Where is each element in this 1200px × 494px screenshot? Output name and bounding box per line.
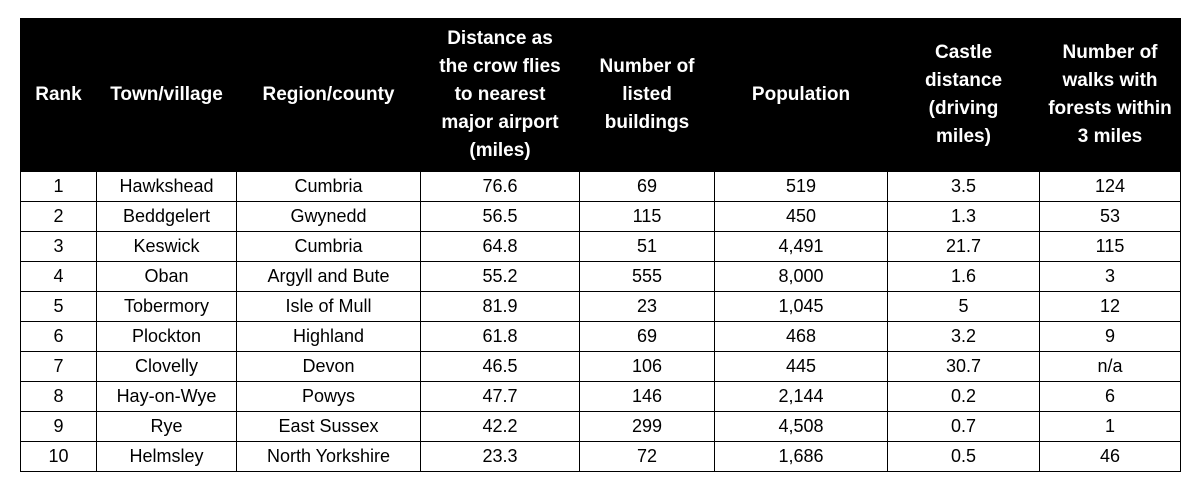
cell-population: 2,144 bbox=[715, 382, 888, 412]
towns-ranking-table bbox=[20, 18, 1181, 472]
cell-listed-buildings: 555 bbox=[580, 262, 715, 292]
cell-town: Keswick bbox=[97, 232, 237, 262]
cell-population: 519 bbox=[715, 172, 888, 202]
cell-town: Oban bbox=[97, 262, 237, 292]
cell-town: Plockton bbox=[97, 322, 237, 352]
cell-airport-distance: 23.3 bbox=[421, 442, 580, 472]
cell-castle-distance: 0.7 bbox=[888, 412, 1040, 442]
cell-region: North Yorkshire bbox=[237, 442, 421, 472]
header-row bbox=[21, 19, 1181, 172]
cell-town: Hay-on-Wye bbox=[97, 382, 237, 412]
cell-rank: 5 bbox=[21, 292, 97, 322]
cell-castle-distance: 30.7 bbox=[888, 352, 1040, 382]
table-row bbox=[21, 352, 1181, 382]
table-row bbox=[21, 232, 1181, 262]
cell-castle-distance: 3.5 bbox=[888, 172, 1040, 202]
cell-region: Gwynedd bbox=[237, 202, 421, 232]
cell-rank: 3 bbox=[21, 232, 97, 262]
cell-castle-distance: 1.6 bbox=[888, 262, 1040, 292]
cell-population: 1,045 bbox=[715, 292, 888, 322]
cell-listed-buildings: 23 bbox=[580, 292, 715, 322]
cell-region: Devon bbox=[237, 352, 421, 382]
cell-region: Isle of Mull bbox=[237, 292, 421, 322]
cell-castle-distance: 5 bbox=[888, 292, 1040, 322]
cell-population: 1,686 bbox=[715, 442, 888, 472]
cell-castle-distance: 0.2 bbox=[888, 382, 1040, 412]
header-population: Population bbox=[715, 19, 888, 172]
cell-rank: 4 bbox=[21, 262, 97, 292]
cell-town: Clovelly bbox=[97, 352, 237, 382]
header-airport-distance: Distance as the crow flies to nearest major airport (miles) bbox=[421, 19, 580, 172]
cell-forest-walks: 46 bbox=[1040, 442, 1181, 472]
cell-region: Highland bbox=[237, 322, 421, 352]
header-listed-buildings: Number of listed buildings bbox=[580, 19, 715, 172]
cell-forest-walks: 53 bbox=[1040, 202, 1181, 232]
cell-listed-buildings: 69 bbox=[580, 172, 715, 202]
cell-listed-buildings: 72 bbox=[580, 442, 715, 472]
cell-forest-walks: 124 bbox=[1040, 172, 1181, 202]
cell-population: 450 bbox=[715, 202, 888, 232]
cell-region: Cumbria bbox=[237, 172, 421, 202]
header-castle-distance: Castle distance (driving miles) bbox=[888, 19, 1040, 172]
cell-region: East Sussex bbox=[237, 412, 421, 442]
cell-town: Tobermory bbox=[97, 292, 237, 322]
table-row bbox=[21, 322, 1181, 352]
cell-population: 4,508 bbox=[715, 412, 888, 442]
cell-town: Helmsley bbox=[97, 442, 237, 472]
cell-rank: 2 bbox=[21, 202, 97, 232]
cell-population: 8,000 bbox=[715, 262, 888, 292]
cell-rank: 10 bbox=[21, 442, 97, 472]
cell-forest-walks: 1 bbox=[1040, 412, 1181, 442]
header-town-village: Town/village bbox=[97, 19, 237, 172]
cell-forest-walks: 12 bbox=[1040, 292, 1181, 322]
table-row bbox=[21, 262, 1181, 292]
cell-airport-distance: 61.8 bbox=[421, 322, 580, 352]
cell-listed-buildings: 51 bbox=[580, 232, 715, 262]
cell-castle-distance: 0.5 bbox=[888, 442, 1040, 472]
header-forest-walks: Number of walks with forests within 3 miles bbox=[1040, 19, 1181, 172]
cell-airport-distance: 42.2 bbox=[421, 412, 580, 442]
cell-airport-distance: 46.5 bbox=[421, 352, 580, 382]
table-header bbox=[21, 19, 1181, 172]
table-row bbox=[21, 202, 1181, 232]
cell-town: Rye bbox=[97, 412, 237, 442]
cell-rank: 8 bbox=[21, 382, 97, 412]
cell-population: 4,491 bbox=[715, 232, 888, 262]
header-region-county: Region/county bbox=[237, 19, 421, 172]
table-row bbox=[21, 172, 1181, 202]
table-row bbox=[21, 412, 1181, 442]
table-row bbox=[21, 292, 1181, 322]
cell-airport-distance: 64.8 bbox=[421, 232, 580, 262]
table-row bbox=[21, 382, 1181, 412]
cell-rank: 9 bbox=[21, 412, 97, 442]
table-row bbox=[21, 442, 1181, 472]
cell-forest-walks: 9 bbox=[1040, 322, 1181, 352]
cell-population: 445 bbox=[715, 352, 888, 382]
cell-region: Argyll and Bute bbox=[237, 262, 421, 292]
cell-town: Hawkshead bbox=[97, 172, 237, 202]
cell-region: Powys bbox=[237, 382, 421, 412]
cell-listed-buildings: 115 bbox=[580, 202, 715, 232]
cell-castle-distance: 1.3 bbox=[888, 202, 1040, 232]
cell-forest-walks: 115 bbox=[1040, 232, 1181, 262]
cell-castle-distance: 21.7 bbox=[888, 232, 1040, 262]
cell-listed-buildings: 69 bbox=[580, 322, 715, 352]
cell-region: Cumbria bbox=[237, 232, 421, 262]
table-body bbox=[21, 172, 1181, 472]
cell-listed-buildings: 299 bbox=[580, 412, 715, 442]
cell-airport-distance: 76.6 bbox=[421, 172, 580, 202]
cell-castle-distance: 3.2 bbox=[888, 322, 1040, 352]
cell-rank: 6 bbox=[21, 322, 97, 352]
cell-forest-walks: 6 bbox=[1040, 382, 1181, 412]
cell-listed-buildings: 146 bbox=[580, 382, 715, 412]
header-rank: Rank bbox=[21, 19, 97, 172]
cell-airport-distance: 56.5 bbox=[421, 202, 580, 232]
cell-forest-walks: 3 bbox=[1040, 262, 1181, 292]
cell-airport-distance: 81.9 bbox=[421, 292, 580, 322]
cell-town: Beddgelert bbox=[97, 202, 237, 232]
cell-airport-distance: 47.7 bbox=[421, 382, 580, 412]
cell-forest-walks: n/a bbox=[1040, 352, 1181, 382]
cell-rank: 7 bbox=[21, 352, 97, 382]
cell-listed-buildings: 106 bbox=[580, 352, 715, 382]
cell-population: 468 bbox=[715, 322, 888, 352]
cell-airport-distance: 55.2 bbox=[421, 262, 580, 292]
cell-rank: 1 bbox=[21, 172, 97, 202]
